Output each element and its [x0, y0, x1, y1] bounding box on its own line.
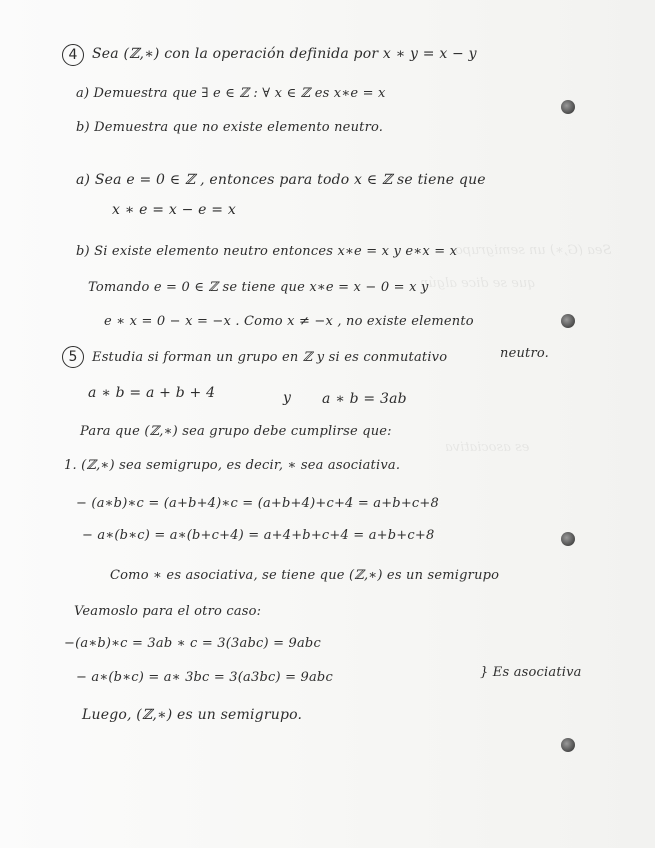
- exercise-5-item-1: 1. (ℤ,∗) sea semigrupo, es decir, ∗ sea asociativa.: [64, 458, 401, 473]
- binder-hole: [561, 314, 575, 328]
- exercise-5-conclusion-1: Como ∗ es asociativa, se tiene que (ℤ,∗) es un semigrupo: [110, 568, 500, 583]
- exercise-4-solution-a-line2: x ∗ e = x − e = x: [112, 202, 236, 218]
- exercise-4-part-b: b) Demuestra que no existe elemento neutro.: [76, 120, 384, 135]
- bleed-through-text: Sea (G,∗) un semigrupo: [455, 243, 612, 258]
- exercise-4-solution-a-line1: a) Sea e = 0 ∈ ℤ , entonces para todo x ∈ ℤ se tiene que: [76, 172, 486, 188]
- exercise-5-op-2: a ∗ b = 3ab: [322, 391, 407, 407]
- exercise-5-equation-3: −(a∗b)∗c = 3ab ∗ c = 3(3abc) = 9abc: [64, 636, 321, 651]
- exercise-4-solution-b-line4: neutro.: [500, 346, 550, 361]
- exercise-5-op-connector: y: [283, 390, 292, 406]
- exercise-number-4: 4: [62, 44, 84, 66]
- exercise-number-5: 5: [62, 346, 84, 368]
- binder-hole: [561, 100, 575, 114]
- exercise-5-statement: Estudia si forman un grupo en ℤ y si es conmutativo: [92, 350, 448, 365]
- exercise-4-solution-b-line1: b) Si existe elemento neutro entonces x∗e = x y e∗x = x: [76, 244, 458, 259]
- exercise-4-part-a: a) Demuestra que ∃ e ∈ ℤ : ∀ x ∈ ℤ es x∗e = x: [76, 86, 386, 101]
- exercise-4-statement: Sea (ℤ,∗) con la operación definida por x ∗ y = x − y: [92, 46, 477, 62]
- exercise-5-equation-4: − a∗(b∗c) = a∗ 3bc = 3(a3bc) = 9abc: [76, 670, 333, 685]
- exercise-5-conclusion-2: Luego, (ℤ,∗) es un semigrupo.: [82, 707, 303, 723]
- exercise-5-op-1: a ∗ b = a + b + 4: [88, 385, 216, 401]
- binder-hole: [561, 738, 575, 752]
- exercise-5-equation-1: − (a∗b)∗c = (a+b+4)∗c = (a+b+4)+c+4 = a+b+c+8: [76, 496, 439, 511]
- exercise-5-equation-2: − a∗(b∗c) = a∗(b+c+4) = a+4+b+c+4 = a+b+c+8: [82, 528, 435, 543]
- bleed-through-text: que se dice algún: [420, 276, 536, 291]
- exercise-5-intro: Para que (ℤ,∗) sea grupo debe cumplirse que:: [80, 424, 392, 439]
- bleed-through-text: es asociativa: [445, 440, 530, 455]
- exercise-5-brace-note: } Es asociativa: [480, 665, 582, 680]
- exercise-5-other-case: Veamoslo para el otro caso:: [74, 604, 262, 619]
- exercise-4-solution-b-line3: e ∗ x = 0 − x = −x . Como x ≠ −x , no existe elemento: [104, 314, 474, 329]
- exercise-4-solution-b-line2: Tomando e = 0 ∈ ℤ se tiene que x∗e = x − 0 = x y: [88, 280, 429, 295]
- binder-hole: [561, 532, 575, 546]
